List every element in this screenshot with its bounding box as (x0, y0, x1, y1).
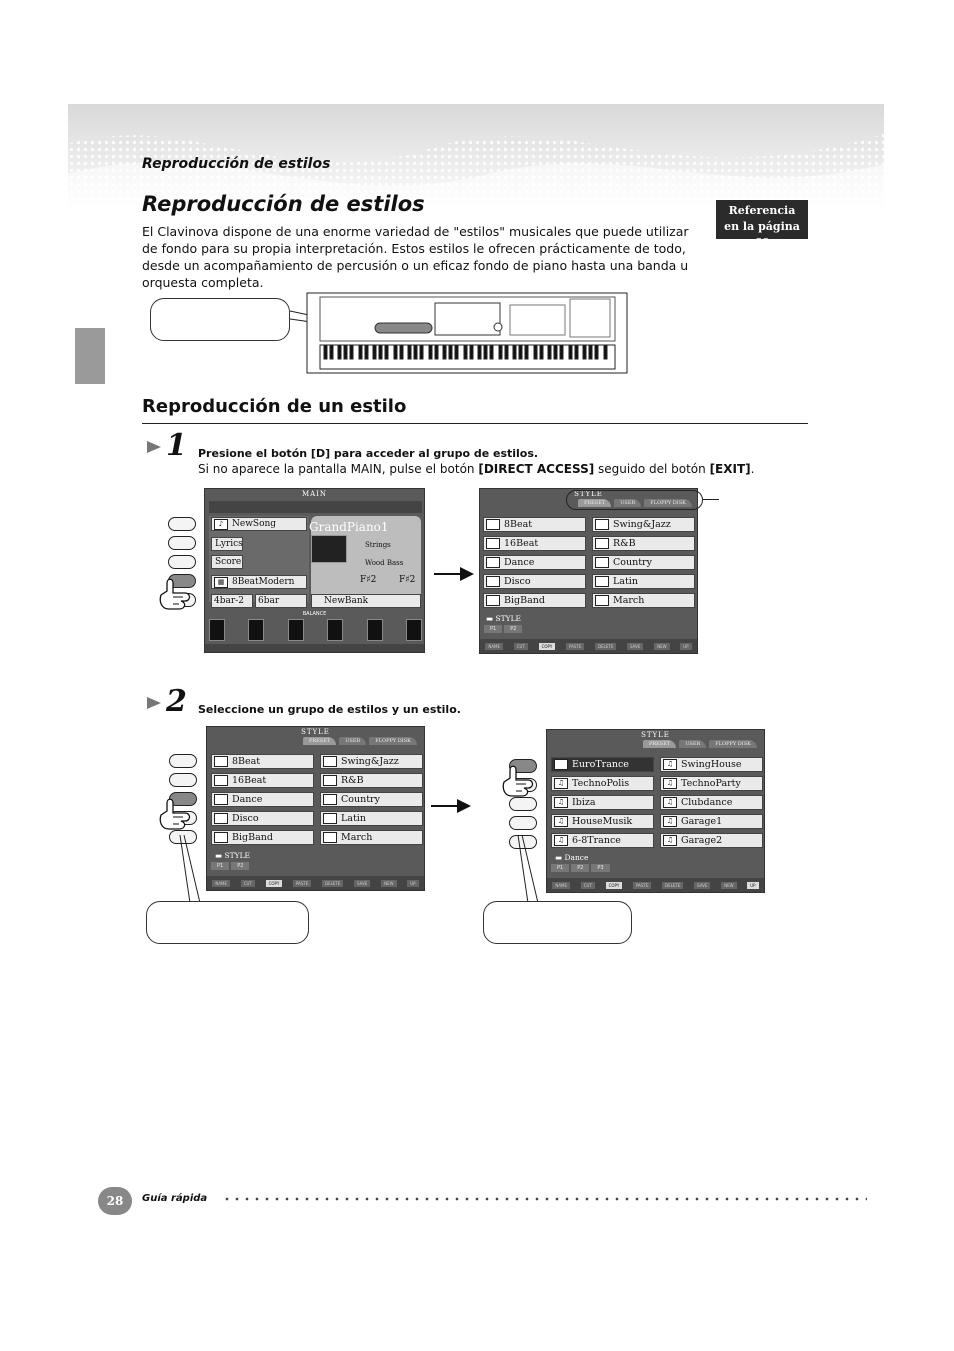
style2-item-8beat[interactable]: 8Beat (211, 754, 314, 769)
footer-label: Guía rápida (142, 1193, 208, 1204)
intro-value: 4bar-2 (214, 596, 244, 606)
folder-icon (595, 557, 609, 568)
style2-tab-user[interactable]: USER (339, 737, 366, 745)
style1-tab-floppy[interactable]: FLOPPY DISK (644, 499, 692, 507)
callout-bubble-right (483, 901, 632, 944)
style-icon: ▦ (214, 577, 228, 588)
dance-tool-new[interactable]: NEW (721, 882, 736, 889)
style-item-dance[interactable]: Dance (483, 555, 586, 570)
style2-item-16beat[interactable]: 16Beat (211, 773, 314, 788)
style1-tool-save[interactable]: SAVE (627, 643, 643, 650)
folder-icon (486, 595, 500, 606)
main-voice-name: GrandPiano1 (309, 520, 389, 534)
style-screen-2 (206, 726, 425, 891)
style-item-16beat[interactable]: 16Beat (483, 536, 586, 551)
style2-tool-save[interactable]: SAVE (354, 880, 370, 887)
lyrics-label: Lyrics (215, 539, 243, 549)
dance-tool-cut[interactable]: CUT (581, 882, 595, 889)
dance-tool-delete[interactable]: DELETE (662, 882, 683, 889)
button-c[interactable] (168, 555, 196, 569)
style2-tabs (303, 737, 417, 745)
note-icon: ♪ (214, 519, 228, 530)
style1-page-tabs (484, 625, 522, 633)
dance-item-garage1[interactable]: ♫ Garage1 (660, 814, 763, 829)
style2-tool-cut[interactable]: CUT (241, 880, 255, 887)
callout-leader-right (508, 835, 548, 905)
style1-page-p2[interactable]: P2 (504, 625, 522, 633)
style2-toolbar (207, 876, 424, 890)
style2-tool-up[interactable]: UP (407, 880, 418, 887)
style1-title: STYLE (574, 490, 603, 498)
dance-tool-name[interactable]: NAME (552, 882, 570, 889)
main-screen (204, 488, 425, 653)
main-lyrics-button[interactable] (211, 537, 243, 551)
piano-keyboard (320, 345, 615, 369)
style2-tool-paste[interactable]: PASTE (293, 880, 311, 887)
main-intro-field[interactable] (211, 594, 253, 608)
dance-item-technoparty[interactable]: ♫ TechnoParty (660, 776, 763, 791)
ending-value: 6bar (258, 596, 280, 606)
style-item-country[interactable]: Country (592, 555, 695, 570)
folder-icon (595, 538, 609, 549)
folder-icon (486, 519, 500, 530)
style-screen-1 (479, 488, 698, 654)
style2-item-dance[interactable]: Dance (211, 792, 314, 807)
style-file-icon: ♫ (554, 778, 568, 789)
main-split-point-2: F♯2 (399, 575, 416, 585)
style-file-icon: ♫ (663, 778, 677, 789)
main-bank-field[interactable] (311, 594, 421, 608)
style1-tool-cut[interactable]: CUT (514, 643, 528, 650)
step2-right-arrow-icon (431, 805, 469, 807)
style1-tool-paste[interactable]: PASTE (566, 643, 584, 650)
folder-icon (486, 557, 500, 568)
folder-icon (323, 775, 337, 786)
step1-subtext (198, 462, 754, 476)
direct-access-ref: [DIRECT ACCESS] (478, 462, 595, 476)
step1-text: Presione el botón [D] para acceder al grupo de estilos. (198, 447, 539, 460)
dance-grid (551, 757, 763, 848)
step2-number: 2 (166, 684, 187, 719)
style1-tool-name[interactable]: NAME (485, 643, 503, 650)
dance-tool-up[interactable]: UP (747, 882, 758, 889)
folder-icon (323, 832, 337, 843)
callout-bubble-instrument (150, 298, 290, 341)
folder-icon (486, 576, 500, 587)
dance-item-eurotrance[interactable]: ♫ EuroTrance (551, 757, 654, 772)
style1-tool-delete[interactable]: DELETE (595, 643, 616, 650)
dance-tool-save[interactable]: SAVE (694, 882, 710, 889)
style2-item-latin[interactable]: Latin (320, 811, 423, 826)
main-toolbar (205, 644, 424, 652)
style2-crumb: ▬ STYLE (215, 851, 251, 860)
page-title: Reproducción de estilos (142, 192, 425, 216)
style-item-disco[interactable]: Disco (483, 574, 586, 589)
footer-dot-leader (222, 1194, 867, 1204)
style-file-icon: ♫ (554, 835, 568, 846)
tab-highlight-callout (566, 490, 703, 510)
style-item-8beat[interactable]: 8Beat (483, 517, 586, 532)
dance-title: STYLE (641, 731, 670, 739)
folder-icon (214, 794, 228, 805)
dance-item-6-8trance[interactable]: ♫ 6-8Trance (551, 833, 654, 848)
style1-page-p1[interactable]: P1 (484, 625, 502, 633)
exit-ref: [EXIT] (709, 462, 751, 476)
style1-crumb: ▬ STYLE (486, 614, 522, 623)
button-d-3[interactable] (509, 816, 537, 830)
folder-icon (214, 813, 228, 824)
pressing-hand-icon-2 (155, 795, 195, 835)
dance-tab-floppy[interactable]: FLOPPY DISK (709, 740, 757, 748)
grand-piano-image (311, 535, 347, 563)
dance-item-swinghouse[interactable]: ♫ SwingHouse (660, 757, 763, 772)
step1-sub-prefix: Si no aparece la pantalla MAIN, pulse el botón (198, 462, 479, 476)
style1-tool-copy[interactable]: COPY (539, 643, 556, 650)
main-voice-r2: Strings (365, 541, 391, 549)
callout-bubble-left (146, 901, 309, 944)
dance-page-p2[interactable]: P2 (571, 864, 589, 872)
style2-item-bigband[interactable]: BigBand (211, 830, 314, 845)
dance-item-ibiza[interactable]: ♫ Ibiza (551, 795, 654, 810)
style-item-latin[interactable]: Latin (592, 574, 695, 589)
step1-right-arrow-icon (434, 573, 472, 575)
folder-icon (595, 576, 609, 587)
main-ending-field[interactable] (255, 594, 307, 608)
pressing-hand-icon (155, 575, 195, 615)
style2-page-tabs (211, 862, 249, 870)
step1-arrow-icon (147, 441, 161, 453)
style-file-icon: ♫ (663, 797, 677, 808)
pressing-hand-icon-3 (498, 762, 538, 802)
style-file-icon: ♫ (663, 816, 677, 827)
dance-style-screen (546, 729, 765, 893)
folder-icon (595, 519, 609, 530)
dance-item-technopolis[interactable]: ♫ TechnoPolis (551, 776, 654, 791)
dance-tabs (643, 740, 757, 748)
style2-tool-copy[interactable]: COPY (266, 880, 283, 887)
style2-item-march[interactable]: March (320, 830, 423, 845)
button-b[interactable] (168, 536, 196, 550)
style1-toolbar (480, 639, 697, 653)
step1-sub-suffix: . (750, 462, 755, 476)
style-item-rnb[interactable]: R&B (592, 536, 695, 551)
dance-tab-preset[interactable]: PRESET (643, 740, 676, 748)
main-voice-l: Wood Bass (365, 559, 404, 567)
folder-icon (323, 813, 337, 824)
section-rule (142, 423, 808, 424)
section-title: Reproducción de un estilo (142, 396, 407, 417)
style-file-icon: ♫ (663, 759, 677, 770)
dance-tool-paste[interactable]: PASTE (633, 882, 651, 889)
main-score-button[interactable] (211, 555, 243, 569)
style2-title: STYLE (301, 728, 330, 736)
folder-icon (595, 595, 609, 606)
dance-toolbar (547, 878, 764, 892)
side-tab-marker (75, 328, 105, 384)
style2-page-p2[interactable]: P2 (231, 862, 249, 870)
page-number-badge: 28 (98, 1187, 132, 1215)
style1-grid (483, 517, 695, 608)
intro-paragraph: El Clavinova dispone de una enorme variedad de "estilos" musicales que puede utilizar de fondo para su propia interpretación. Estos estilos le ofrecen prácticamente de todo, desde un acompañamiento de percusión o un eficaz fondo de piano hasta una banda u orquesta completa. (142, 224, 689, 290)
running-head: Reproducción de estilos (142, 156, 331, 172)
step1-sub-mid: seguido del botón (594, 462, 710, 476)
style2-tool-name[interactable]: NAME (212, 880, 230, 887)
style-item-march[interactable]: March (592, 593, 695, 608)
dance-page-tabs (551, 864, 610, 872)
folder-icon (323, 756, 337, 767)
main-song-field[interactable] (211, 517, 307, 531)
score-label: Score (215, 557, 242, 567)
style-file-icon: ♫ (554, 797, 568, 808)
style2-item-swing-jazz[interactable]: Swing&Jazz (320, 754, 423, 769)
step1-number: 1 (166, 428, 187, 463)
dance-item-clubdance[interactable]: ♫ Clubdance (660, 795, 763, 810)
style-item-bigband[interactable]: BigBand (483, 593, 586, 608)
style2-page-p1[interactable]: P1 (211, 862, 229, 870)
style2-tab-floppy[interactable]: FLOPPY DISK (369, 737, 417, 745)
folder-icon (323, 794, 337, 805)
reference-box (716, 200, 808, 249)
step2-text: Seleccione un grupo de estilos y un estilo. (198, 703, 461, 716)
main-split-point: F♯2 (360, 575, 377, 585)
main-song-name: NewSong (232, 519, 277, 529)
callout-leader-left (170, 835, 210, 905)
style-file-icon: ♫ (554, 816, 568, 827)
style2-tool-delete[interactable]: DELETE (322, 880, 343, 887)
style2-tool-new[interactable]: NEW (381, 880, 396, 887)
reference-line1: Referencia (728, 204, 796, 217)
main-style-name: 8BeatModern (232, 577, 295, 587)
main-balance-label: BALANCE (302, 611, 327, 617)
step2-arrow-icon (147, 697, 161, 709)
style-item-swing-jazz[interactable]: Swing&Jazz (592, 517, 695, 532)
style1-tab-user[interactable]: USER (614, 499, 641, 507)
dance-item-garage2[interactable]: ♫ Garage2 (660, 833, 763, 848)
style2-item-rnb[interactable]: R&B (320, 773, 423, 788)
folder-icon (214, 756, 228, 767)
style2-tab-preset[interactable]: PRESET (303, 737, 336, 745)
dance-page-p3[interactable]: P3 (591, 864, 609, 872)
button-a[interactable] (168, 517, 196, 531)
folder-icon (486, 538, 500, 549)
style1-tab-preset[interactable]: PRESET (578, 499, 611, 507)
style-file-icon: ♫ (554, 759, 568, 770)
style2-item-country[interactable]: Country (320, 792, 423, 807)
dance-item-housemusik[interactable]: ♫ HouseMusik (551, 814, 654, 829)
tab-highlight-leader (703, 499, 719, 500)
clavinova-panel-illustration (280, 291, 630, 377)
dance-page-p1[interactable]: P1 (551, 864, 569, 872)
dance-tab-user[interactable]: USER (679, 740, 706, 748)
dance-tool-copy[interactable]: COPY (606, 882, 623, 889)
style1-tool-up[interactable]: UP (680, 643, 691, 650)
style1-tool-new[interactable]: NEW (654, 643, 669, 650)
button-b-2[interactable] (169, 773, 197, 787)
dance-crumb: ▬ Dance (555, 853, 589, 862)
reference-line2: en la página 60 (724, 220, 800, 249)
main-screen-title: MAIN (301, 490, 328, 498)
bank-name: NewBank (324, 596, 369, 606)
style2-item-disco[interactable]: Disco (211, 811, 314, 826)
style2-grid (211, 754, 423, 845)
folder-icon (214, 775, 228, 786)
style-file-icon: ♫ (663, 835, 677, 846)
main-style-field[interactable] (211, 575, 307, 589)
main-mixer-bars (209, 619, 422, 641)
button-a-2[interactable] (169, 754, 197, 768)
folder-icon (214, 832, 228, 843)
